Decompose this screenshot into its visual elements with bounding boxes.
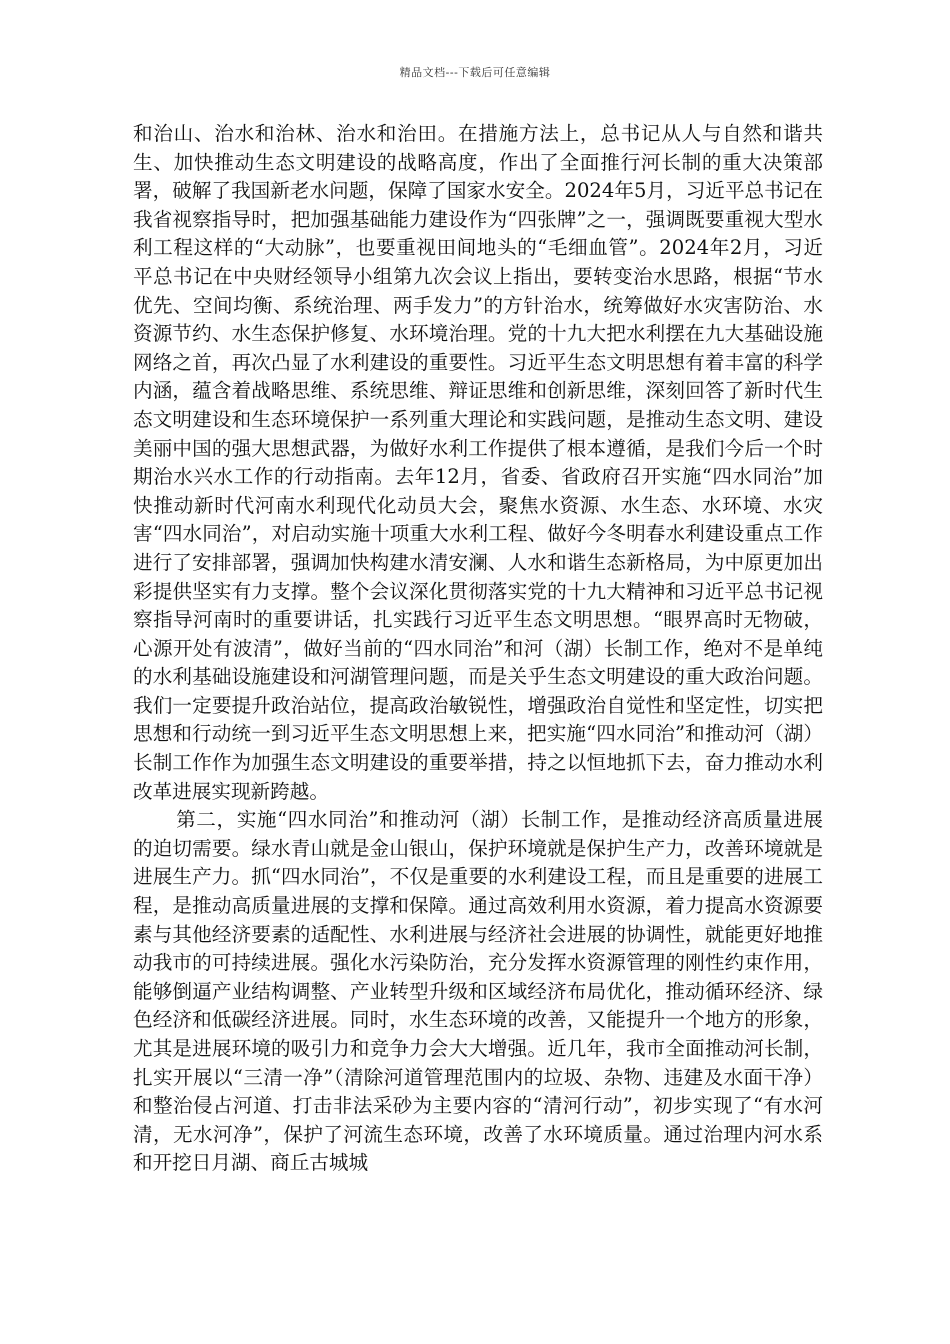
document-body [133, 120, 823, 1178]
page-header: 精品文档---下载后可任意编辑 [399, 66, 551, 79]
paragraph-2: 第二，实施“四水同治”和推动河（湖）长制工作，是推动经济高质量进展的迫切需要。绿水青山就是金山银山，保护环境就是保护生产力，改善环境就是进展生产力。抓“四水同治”，不仅是重要的水利建设工程，而且是重要的进展工程，是推动高质量进展的支撑和保障。通过高效利用水资源，着力提高水资源要素与其他经济要素的适配性、水利进展与经济社会进展的协调性，就能更好地推动我市的可持续进展。强化水污染防治，充分发挥水资源管理的刚性约束作用，能够倒逼产业结构调整、产业转型升级和区域经济布局优化，推动循环经济、绿色经济和低碳经济进展。同时，水生态环境的改善，又能提升一个地方的形象，尤其是进展环境的吸引力和竞争力会大大增强。近几年，我市全面推动河长制，扎实开展以“三清一净”（清除河道管理范围内的垃圾、杂物、违建及水面干净）和整治侵占河道、打击非法采砂为主要内容的“清河行动”，初步实现了“有水河清，无水河净”，保护了河流生态环境，改善了水环境质量。通过治理内河水系和开挖日月湖、商丘古城城 [133, 808, 823, 1175]
paragraph-1: 和治山、治水和治林、治水和治田。在措施方法上，总书记从人与自然和谐共生、加快推动生态文明建设的战略高度，作出了全面推行河长制的重大决策部署，破解了我国新老水问题，保障了国家水安全。2024年5月，习近平总书记在我省视察指导时，把加强基础能力建设作为“四张牌”之一，强调既要重视大型水利工程这样的“大动脉”，也要重视田间地头的“毛细血管”。2024年2月，习近平总书记在中央财经领导小组第九次会议上指出，要转变治水思路，根据“节水优先、空间均衡、系统治理、两手发力”的方针治水，统筹做好水灾害防治、水资源节约、水生态保护修复、水环境治理。党的十九大把水利摆在九大基础设施网络之首，再次凸显了水利建设的重要性。习近平生态文明思想有着丰富的科学内涵，蕴含着战略思维、系统思维、辩证思维和创新思维，深刻回答了新时代生态文明建设和生态环境保护一系列重大理论和实践问题，是推动生态文明、建设美丽中国的强大思想武器，为做好水利工作提供了根本遵循，是我们今后一个时期治水兴水工作的行动指南。去年12月，省委、省政府召开实施“四水同治”加快推动新时代河南水利现代化动员大会，聚焦水资源、水生态、水环境、水灾害“四水同治”，对启动实施十项重大水利工程、做好今冬明春水利建设重点工作进行了安排部署，强调加快构建水清安澜、人水和谐生态新格局，为中原更加出彩提供坚实有力支撑。整个会议深化贯彻落实党的十九大精神和习近平总书记视察指导河南时的重要讲话，扎实践行习近平生态文明思想。“眼界高时无物破，心源开处有波清”，做好当前的“四水同治”和河（湖）长制工作，绝对不是单纯的水利基础设施建设和河湖管理问题，而是关乎生态文明建设的重大政治问题。我们一定要提升政治站位，提高政治敏锐性，增强政治自觉性和坚定性，切实把思想和行动统一到习近平生态文明思想上来，把实施“四水同治”和推动河（湖）长制工作作为加强生态文明建设的重要举措，持之以恒地抓下去，奋力推动水利改革进展实现新跨越。 [133, 122, 823, 803]
